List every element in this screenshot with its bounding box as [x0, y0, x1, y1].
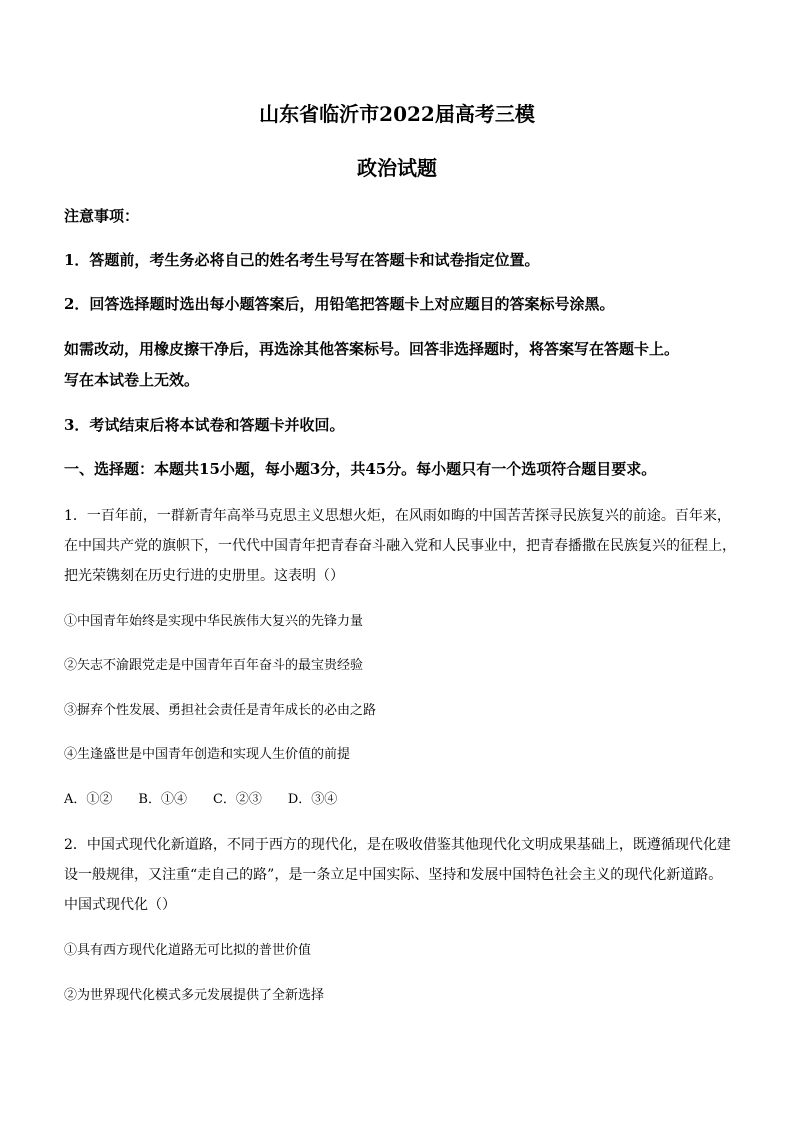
question-1-option-1: ①中国青年始终是实现中华民族伟大复兴的先锋力量	[64, 614, 364, 629]
question-2-line-1: 2．中国式现代化新道路，不同于西方的现代化，是在吸收借鉴其他现代化文明成果基础上，既遵循现代化建	[64, 837, 731, 853]
notes-item-2-continued-2: 写在本试卷上无效。	[64, 371, 200, 389]
question-1-line-3: 把光荣镌刻在历史行进的史册里。这表明（）	[64, 568, 344, 584]
question-1-line-1: 1．一百年前，一群新青年高举马克思主义思想火炬，在风雨如晦的中国苦苦探寻民族复兴的前途。百年来，	[64, 508, 731, 524]
question-2-line-2: 设一般规律，又注重“走自己的路”，是一条立足中国实际、坚持和发展中国特色社会主义的现代化新道路。	[64, 867, 723, 883]
question-1-choices: A．①② B．①④ C．②③ D．③④	[64, 792, 338, 807]
question-2-option-2: ②为世界现代化模式多元发展提供了全新选择	[64, 988, 325, 1003]
notes-item-2-continued: 如需改动，用橡皮擦干净后，再选涂其他答案标号。回答非选择题时，将答案写在答题卡上。	[64, 340, 680, 358]
notes-heading: 注意事项：	[64, 207, 140, 225]
question-1-option-3: ③摒弃个性发展、勇担社会责任是青年成长的必由之路	[64, 703, 377, 718]
document-title: 山东省临沂市2022届高考三模	[259, 102, 535, 126]
document-subtitle: 政治试题	[357, 156, 437, 180]
notes-item-3: 3．考试结束后将本试卷和答题卡并收回。	[64, 416, 345, 434]
question-2-line-3: 中国式现代化（）	[64, 897, 176, 913]
notes-item-1: 1．答题前，考生务必将自己的姓名考生号写在答题卡和试卷指定位置。	[64, 251, 540, 269]
question-1-option-2: ②矢志不渝跟党走是中国青年百年奋斗的最宝贵经验	[64, 658, 364, 673]
notes-item-2: 2．回答选择题时选出每小题答案后，用铅笔把答题卡上对应题目的答案标号涂黑。	[64, 295, 615, 313]
question-1-option-4: ④生逢盛世是中国青年创造和实现人生价值的前提	[64, 747, 351, 762]
question-1-line-2: 在中国共产党的旗帜下，一代代中国青年把青春奋斗融入党和人民事业中，把青春播撒在民族复兴的征程上，	[64, 538, 736, 554]
question-2-option-1: ①具有西方现代化道路无可比拟的普世价值	[64, 943, 312, 958]
section-heading: 一、选择题：本题共15小题，每小题3分，共45分。每小题只有一个选项符合题目要求。	[64, 460, 657, 478]
